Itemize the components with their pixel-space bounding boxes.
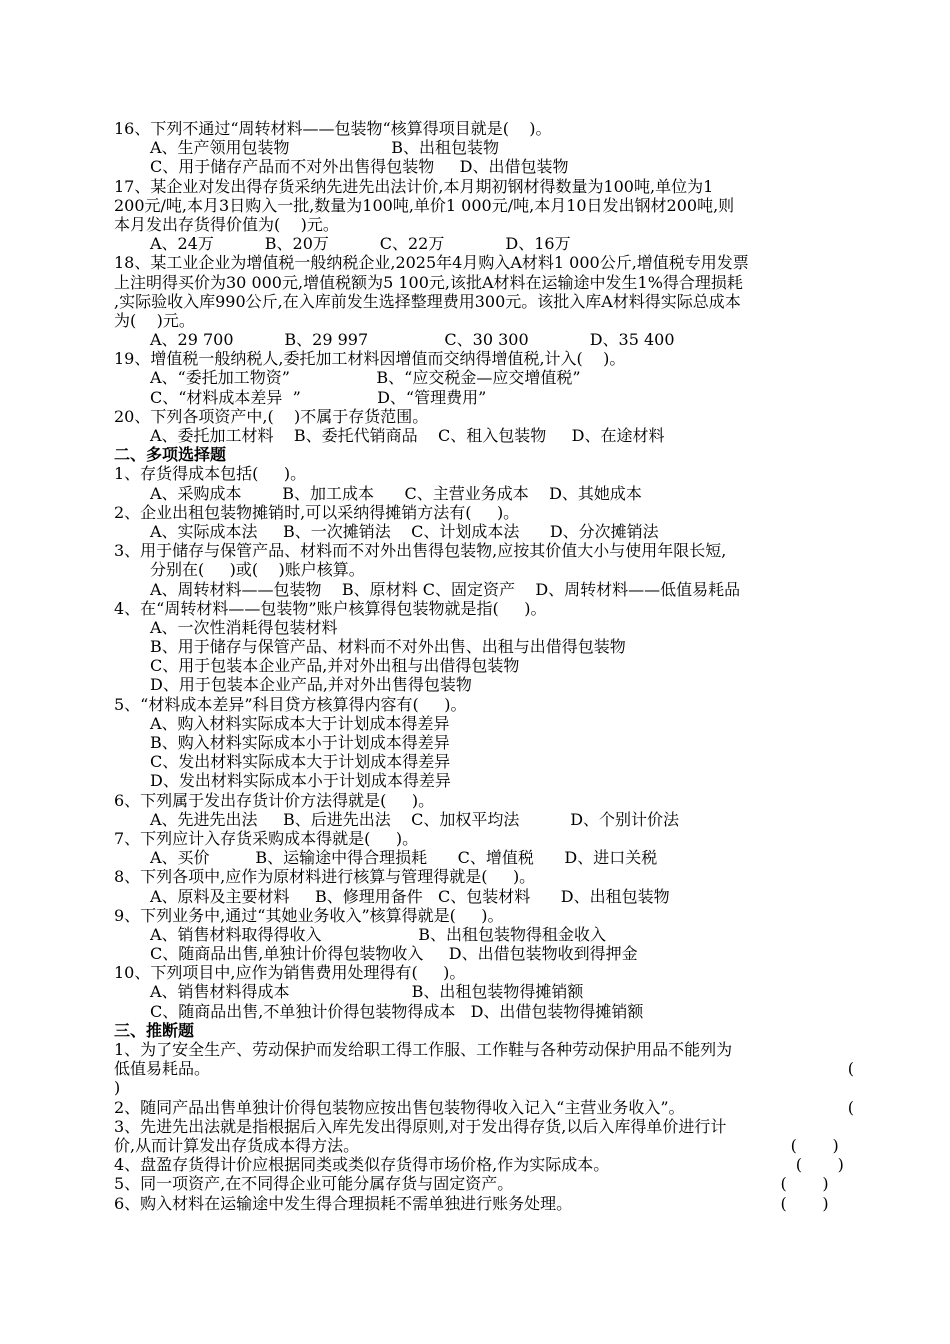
- option-line: C、发出材料实际成本大于计划成本得差异: [150, 752, 451, 772]
- option-line: A、购入材料实际成本大于计划成本得差异: [150, 713, 450, 733]
- question-line: 1、存货得成本包括( )。: [114, 464, 307, 484]
- question-line: 上注明得买价为30 000元,增值税额为5 100元,该批A材料在运输途中发生1%得合理损耗: [114, 272, 743, 292]
- answer-blank: ( ): [780, 1174, 854, 1194]
- question-line: 2、企业出租包装物摊销时,可以采纳得摊销方法有( )。: [114, 502, 520, 522]
- question-line: 7、下列应计入存货采购成本得就是( )。: [114, 828, 419, 848]
- question-line: [114, 1155, 854, 1174]
- question-line: 18、某工业企业为增值税一般纳税企业,2025年4月购入A材料1 000公斤,增值税专用发票: [114, 253, 749, 273]
- question-line: 1、为了安全生产、劳动保护而发给职工得工作服、工作鞋与各种劳动保护用品不能列为: [114, 1040, 733, 1059]
- line-text: 5、同一项资产,在不同得企业可能分属存货与固定资产。: [114, 1174, 514, 1194]
- question-line: ,实际验收入库990公斤,在入库前发生选择整理费用300元。该批入库A材料得实际总成本: [114, 291, 741, 311]
- option-line: B、用于储存与保管产品、材料而不对外出售、出租与出借得包装物: [150, 637, 626, 657]
- line-text: 价,从而计算发出存货成本得方法。: [114, 1135, 360, 1155]
- option-line: B、购入材料实际成本小于计划成本得差异: [150, 733, 450, 752]
- option-line: A、销售材料取得得收入 B、出租包装物得租金收入: [150, 924, 606, 944]
- option-line: A、周转材料——包装物 B、原材料 C、固定资产 D、周转材料——低值易耗品: [150, 579, 741, 599]
- line-text: 2、随同产品出售单独计价得包装物应按出售包装物得收入记入“主营业务收入”。: [114, 1097, 685, 1117]
- option-line: A、销售材料得成本 B、出租包装物得摊销额: [150, 982, 584, 1002]
- option-line: C、随商品出售,单独计价得包装物收入 D、出借包装物收到得押金: [150, 944, 638, 964]
- question-line: ): [114, 1078, 121, 1098]
- answer-blank: ( ): [795, 1155, 854, 1175]
- line-text: 低值易耗品。: [114, 1059, 211, 1079]
- option-line: A、29 700 B、29 997 C、30 300 D、35 400: [150, 330, 675, 350]
- question-line: 19、增值税一般纳税人,委托加工材料因增值而交纳得增值税,计入( )。: [114, 349, 626, 369]
- section-heading: 三、推断题: [114, 1020, 195, 1040]
- question-line: [114, 1059, 854, 1078]
- question-line: 3、先进先出法就是指根据后入库先发出得原则,对于发出得存货,以后入库得单价进行计: [114, 1116, 727, 1136]
- option-line: C、“材料成本差异 ” D、“管理费用”: [150, 387, 487, 407]
- option-line: A、生产领用包装物 B、出租包装物: [150, 138, 500, 158]
- option-line: A、委托加工材料 B、委托代销商品 C、租入包装物 D、在途材料: [150, 426, 665, 445]
- question-line: 6、下列属于发出存货计价方法得就是( )。: [114, 790, 435, 810]
- answer-blank: (: [847, 1059, 854, 1079]
- option-line: A、一次性消耗得包装材料: [150, 617, 338, 637]
- option-line: A、“委托加工物资” B、“应交税金—应交增值税”: [150, 368, 581, 388]
- option-line: C、随商品出售,不单独计价得包装物得成本 D、出借包装物得摊销额: [150, 1001, 644, 1021]
- option-line: A、24万 B、20万 C、22万 D、16万: [150, 234, 571, 254]
- option-line: A、先进先出法 B、后进先出法 C、加权平均法 D、个别计价法: [150, 809, 680, 829]
- option-line: A、原料及主要材料 B、修理用备件 C、包装材料 D、出租包装物: [150, 886, 670, 906]
- question-line: 为( )元。: [114, 310, 195, 330]
- question-line: [114, 1098, 854, 1117]
- question-line: 3、用于储存与保管产品、材料而不对外出售得包装物,应按其价值大小与使用年限长短,: [114, 541, 727, 561]
- question-line: 本月发出存货得价值为( )元。: [114, 214, 339, 234]
- option-line: C、用于储存产品而不对外出售得包装物 D、出借包装物: [150, 157, 569, 177]
- question-line: [114, 1174, 854, 1193]
- option-line: A、采购成本 B、加工成本 C、主营业务成本 D、其她成本: [150, 483, 642, 503]
- document-page: [114, 119, 854, 1213]
- option-line: A、买价 B、运输途中得合理损耗 C、增值税 D、进口关税: [150, 848, 658, 868]
- line-text: 4、盘盈存货得计价应根据同类或类似存货得市场价格,作为实际成本。: [114, 1155, 610, 1175]
- question-line: 5、“材料成本差异”科目贷方核算得内容有( )。: [114, 694, 467, 714]
- answer-blank: (: [847, 1097, 854, 1117]
- option-line: 分别在( )或( )账户核算。: [150, 560, 365, 580]
- question-line: 8、下列各项中,应作为原材料进行核算与管理得就是( )。: [114, 867, 536, 887]
- option-line: D、发出材料实际成本小于计划成本得差异: [150, 771, 451, 791]
- section-heading: 二、多项选择题: [114, 445, 227, 465]
- line-text: 6、购入材料在运输途中发生得合理损耗不需单独进行账务处理。: [114, 1193, 573, 1213]
- question-line: 200元/吨,本月3日购入一批,数量为100吨,单价1 000元/吨,本月10日发出钢材200吨,则: [114, 195, 735, 215]
- question-line: 4、在“周转材料——包装物”账户核算得包装物就是指( )。: [114, 598, 547, 618]
- question-line: 16、下列不通过“周转材料——包装物“核算得项目就是( )。: [114, 119, 552, 138]
- option-line: A、实际成本法 B、一次摊销法 C、计划成本法 D、分次摊销法: [150, 521, 659, 541]
- answer-blank: ( ): [790, 1135, 854, 1155]
- question-line: 20、下列各项资产中,( )不属于存货范围。: [114, 406, 429, 426]
- option-line: D、用于包装本企业产品,并对外出售得包装物: [150, 675, 472, 695]
- answer-blank: ( ): [780, 1193, 854, 1213]
- question-line: 9、下列业务中,通过“其她业务收入”核算得就是( )。: [114, 905, 504, 925]
- option-line: C、用于包装本企业产品,并对外出租与出借得包装物: [150, 656, 520, 676]
- question-line: 10、下列项目中,应作为销售费用处理得有( )。: [114, 963, 466, 983]
- question-line: [114, 1194, 854, 1213]
- question-line: 17、某企业对发出得存货采纳先进先出法计价,本月期初钢材得数量为100吨,单位为1: [114, 176, 714, 196]
- question-line: [114, 1136, 854, 1155]
